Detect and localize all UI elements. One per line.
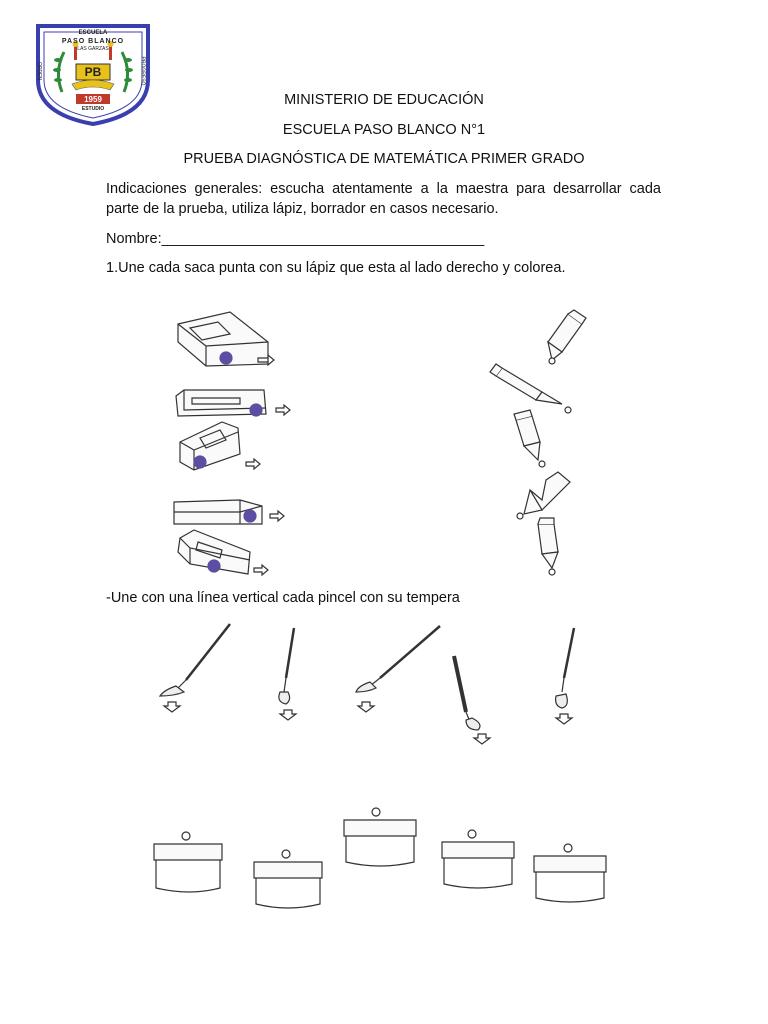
question-2-text: -Une con una línea vertical cada pincel con su tempera bbox=[106, 590, 460, 606]
sharpener-5 bbox=[178, 530, 268, 575]
logo-motto-left: ORDEN bbox=[36, 61, 43, 81]
brush-paint-matching-exercise bbox=[150, 616, 620, 912]
pencil-2 bbox=[490, 364, 571, 413]
test-title: PRUEBA DIAGNÓSTICA DE MATEMÁTICA PRIMER GRADO bbox=[183, 151, 585, 167]
sharpener-2 bbox=[176, 390, 290, 416]
logo-initials: PB bbox=[84, 65, 102, 79]
question-1-text: 1.Une cada saca punta con su lápiz que esta al lado derecho y colorea. bbox=[106, 260, 566, 276]
paint-jar-1 bbox=[154, 832, 222, 892]
logo-motto-right: PROGRESO bbox=[139, 56, 146, 86]
brush-3 bbox=[356, 626, 440, 712]
brush-5 bbox=[556, 628, 574, 724]
pencil-1 bbox=[548, 310, 586, 364]
brush-4 bbox=[454, 656, 490, 744]
school-logo bbox=[34, 22, 152, 126]
pencil-3 bbox=[514, 410, 545, 467]
school-heading: ESCUELA PASO BLANCO N°1 bbox=[282, 122, 486, 138]
logo-school-line2: PASO BLANCO bbox=[61, 38, 125, 45]
sharpener-1 bbox=[178, 312, 274, 366]
paint-jar-4 bbox=[442, 830, 514, 888]
paint-jar-3 bbox=[344, 808, 416, 866]
paint-jar-5 bbox=[534, 844, 606, 902]
ministry-heading: MINISTERIO DE EDUCACIÓN bbox=[284, 92, 484, 108]
sharpener-4 bbox=[174, 500, 284, 524]
sharpener-3 bbox=[180, 422, 260, 470]
logo-motto-bottom: ESTUDIO bbox=[81, 106, 105, 112]
brush-2 bbox=[279, 628, 296, 720]
logo-year: 1959 bbox=[84, 95, 102, 104]
logo-school-line1: ESCUELA bbox=[78, 30, 108, 36]
name-field[interactable]: Nombre:________________________________________ bbox=[106, 231, 485, 247]
pencil-5 bbox=[538, 518, 558, 575]
pencil-4 bbox=[517, 472, 570, 519]
brush-1 bbox=[160, 624, 230, 712]
logo-location: LAS GARZAS bbox=[77, 46, 109, 52]
general-instructions: Indicaciones generales: escucha atentamente a la maestra para desarrollar cada parte de la prueba, utiliza lápiz, borrador en casos necesario. bbox=[106, 181, 661, 217]
paint-jar-2 bbox=[254, 850, 322, 908]
sharpener-pencil-matching-exercise bbox=[170, 302, 600, 582]
